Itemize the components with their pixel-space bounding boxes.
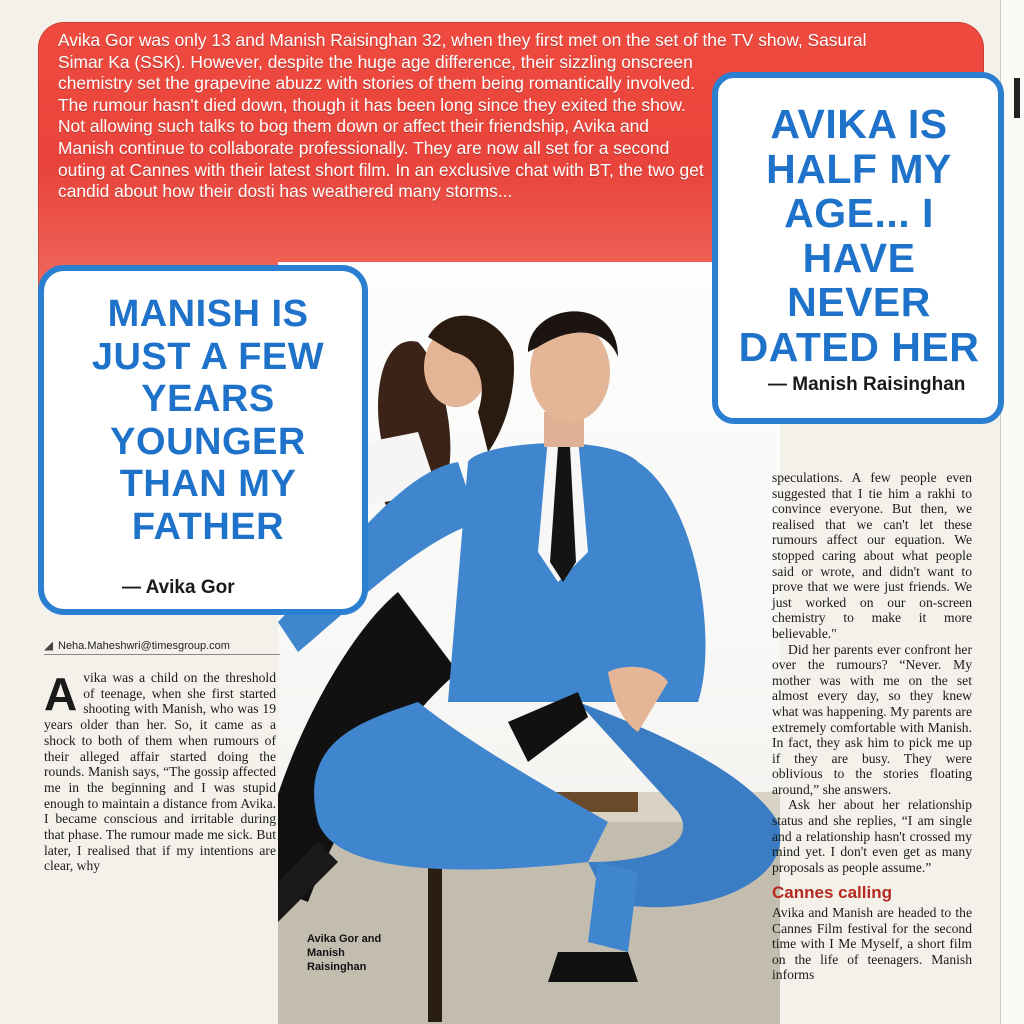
adjacent-page-mark — [1014, 78, 1020, 118]
quote-bubble-manish — [712, 72, 1004, 424]
quote-bubble-avika — [38, 265, 368, 615]
story-column-left — [44, 670, 276, 874]
story-right-para-3: Ask her about her relationship status and she replies, “I am single and a relationship hasn't crossed my mind yet. I don't even get as many proposals as people assume.” — [772, 797, 972, 875]
byline — [44, 640, 230, 652]
story-right-para-4: Avika and Manish are headed to the Cannes Film festival for the second time with I Me Myself, a short film on the life of teenagers. Manish informs — [772, 905, 972, 983]
story-right-para-2: Did her parents ever confront her over the rumours? “Never. My mother was with me on the set almost every day, so they knew what was happening. My parents are extremely comfortable with Manish. In fact, they ask him to pick me up if they are busy. They were oblivious to the stories floating around,” she answers. — [772, 641, 972, 797]
pull-quote-manish: AVIKA IS HALF MY AGE... I HAVE NEVER DATED HER — [738, 101, 980, 370]
intro-first-line: Avika Gor was only 13 and Manish Raisinghan 32, when they first met on the set of the TV show, Sasural — [58, 30, 867, 50]
drop-cap: A — [44, 668, 78, 720]
intro-text — [58, 30, 867, 203]
byline-pen-icon — [44, 642, 53, 651]
story-right-para-1: speculations. A few people even suggested that I tie him a rakhi to convince everyone. But then, we realised that we can't let these rumours affect our equation. We stopped caring about what people said or wrote, and didn't want to prove that we were just friends. We just worked on our on-screen chemistry to make it more believable." — [772, 470, 972, 641]
story-left-body: vika was a child on the threshold of teenage, when she first started shooting with Manish, who was 19 years older than her. So, it came as a shock to both of them when rumours of their alleged affair started doing the rounds. Manish says, “The gossip affected me in the beginning and I was stupid enough to maintain a distance from Avika. I became conscious and irritable during that phase. The rumour made me sick. But later, I realised that if my intentions are clear, why — [44, 670, 276, 874]
quote-attribution-avika: — Avika Gor — [122, 577, 235, 598]
photo-caption: Avika Gor and Manish Raisinghan — [307, 933, 382, 973]
quote-attribution-manish: — Manish Raisinghan — [768, 374, 966, 395]
story-column-right — [772, 470, 972, 983]
byline-rule — [44, 654, 280, 655]
pull-quote-avika: MANISH IS JUST A FEW YEARS YOUNGER THAN MY FATHER — [91, 293, 325, 548]
byline-email: Neha.Maheshwri@timesgroup.com — [58, 640, 230, 652]
subhead-cannes-calling: Cannes calling — [772, 883, 892, 903]
intro-body: Simar Ka (SSK). However, despite the huge age difference, their sizzling onscreen chemistry set the grapevine abuzz with stories of them being romantically involved. The rumour hasn't died down, though it has been long since they exited the show. Not allowing such talks to bog them down or affect their friendship, Avika and Manish continue to collaborate professionally. They are now all set for a second outing at Cannes with their latest short film. In an exclusive chat with BT, the two get candid about how their dosti has weathered many storms... — [58, 51, 704, 202]
